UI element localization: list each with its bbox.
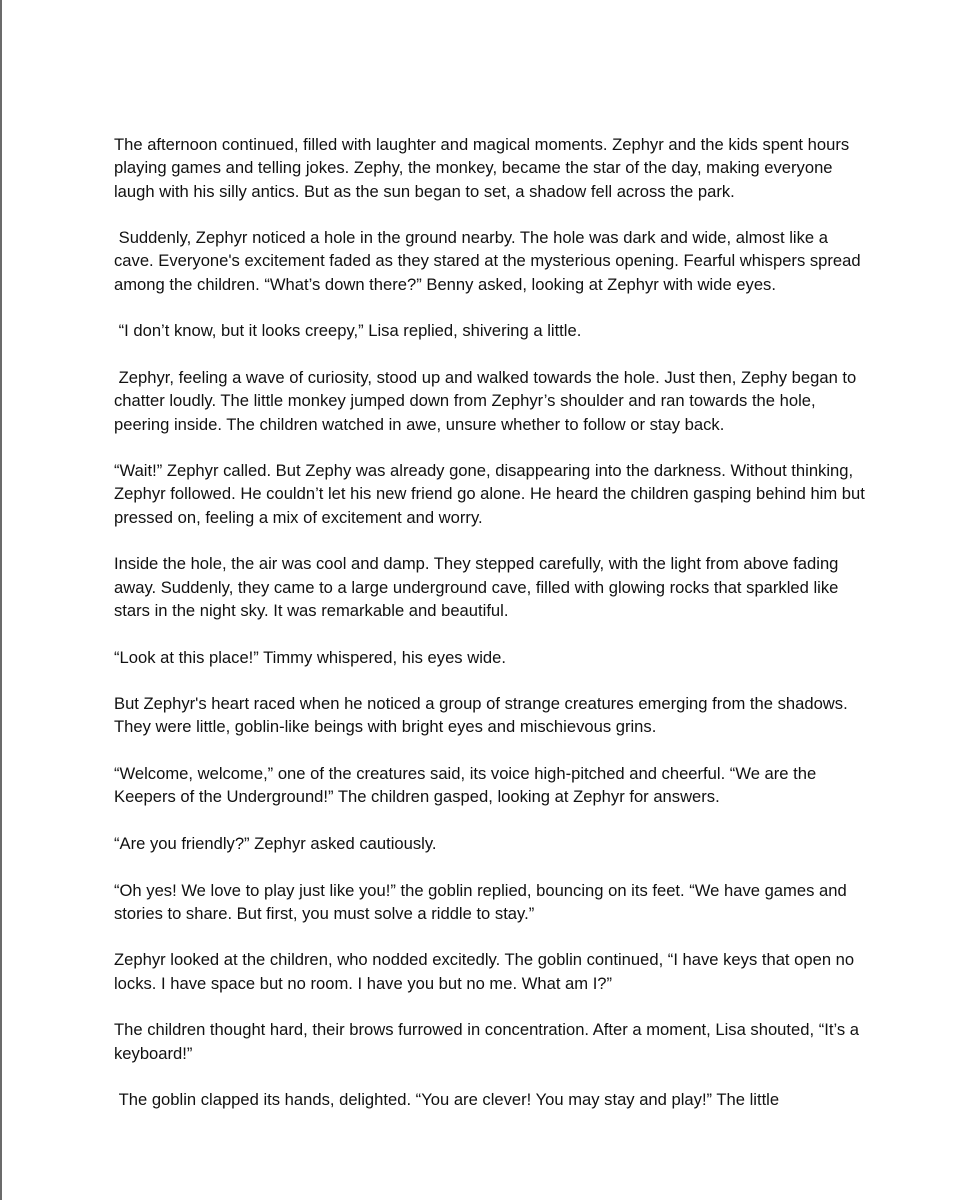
paragraph-8: But Zephyr's heart raced when he noticed a group of strange creatures emerging from the shadows. They were little, goblin-like beings with bright eyes and mischievous grins. (114, 694, 853, 737)
paragraph-12: Zephyr looked at the children, who nodded excitedly. The goblin continued, “I have keys that open no locks. I have space but no room. I have you but no me. What am I?” (114, 950, 859, 993)
paragraph-7: “Look at this place!” Timmy whispered, his eyes wide. (114, 647, 506, 667)
paragraph-13: The children thought hard, their brows furrowed in concentration. After a moment, Lisa shouted, “It’s a keyboard!” (114, 1020, 864, 1063)
paragraph-9: “Welcome, welcome,” one of the creatures said, its voice high-pitched and cheerful. “We are the Keepers of the Underground!” The children gasped, looking at Zephyr for answers. (114, 764, 821, 807)
document-body (114, 133, 869, 1135)
page-left-border (0, 0, 2, 1200)
paragraph-3: “I don’t know, but it looks creepy,” Lisa replied, shivering a little. (114, 321, 582, 341)
paragraph-6: Inside the hole, the air was cool and damp. They stepped carefully, with the light from above fading away. Suddenly, they came to a large underground cave, filled with glowing rocks that sparkled like stars in the night sky. It was remarkable and beautiful. (114, 554, 844, 620)
paragraph-1: The afternoon continued, filled with laughter and magical moments. Zephyr and the kids spent hours playing games and telling jokes. Zephy, the monkey, became the star of the day, making everyone laugh with his silly antics. But as the sun began to set, a shadow fell across the park. (114, 135, 854, 201)
paragraph-14: The goblin clapped its hands, delighted. “You are clever! You may stay and play!” The little (114, 1090, 780, 1110)
paragraph-10: “Are you friendly?” Zephyr asked cautiously. (114, 833, 437, 853)
paragraph-5: “Wait!” Zephyr called. But Zephy was already gone, disappearing into the darkness. Without thinking, Zephyr followed. He couldn’t let his new friend go alone. He heard the children gasping behind him but pressed on, feeling a mix of excitement and worry. (114, 461, 870, 527)
paragraph-4: Zephyr, feeling a wave of curiosity, stood up and walked towards the hole. Just then, Zephy began to chatter loudly. The little monkey jumped down from Zephyr’s shoulder and ran towards the hole, peering inside. The children watched in awe, unsure whether to follow or stay back. (114, 367, 861, 434)
paragraph-11: “Oh yes! We love to play just like you!” the goblin replied, bouncing on its feet. “We have games and stories to share. But first, you must solve a riddle to stay.” (114, 880, 852, 923)
paragraph-2: Suddenly, Zephyr noticed a hole in the ground nearby. The hole was dark and wide, almost like a cave. Everyone's excitement faded as they stared at the mysterious opening. Fearful whispers spread among the children. “What’s down there?” Benny asked, looking at Zephyr with wide eyes. (114, 228, 866, 294)
